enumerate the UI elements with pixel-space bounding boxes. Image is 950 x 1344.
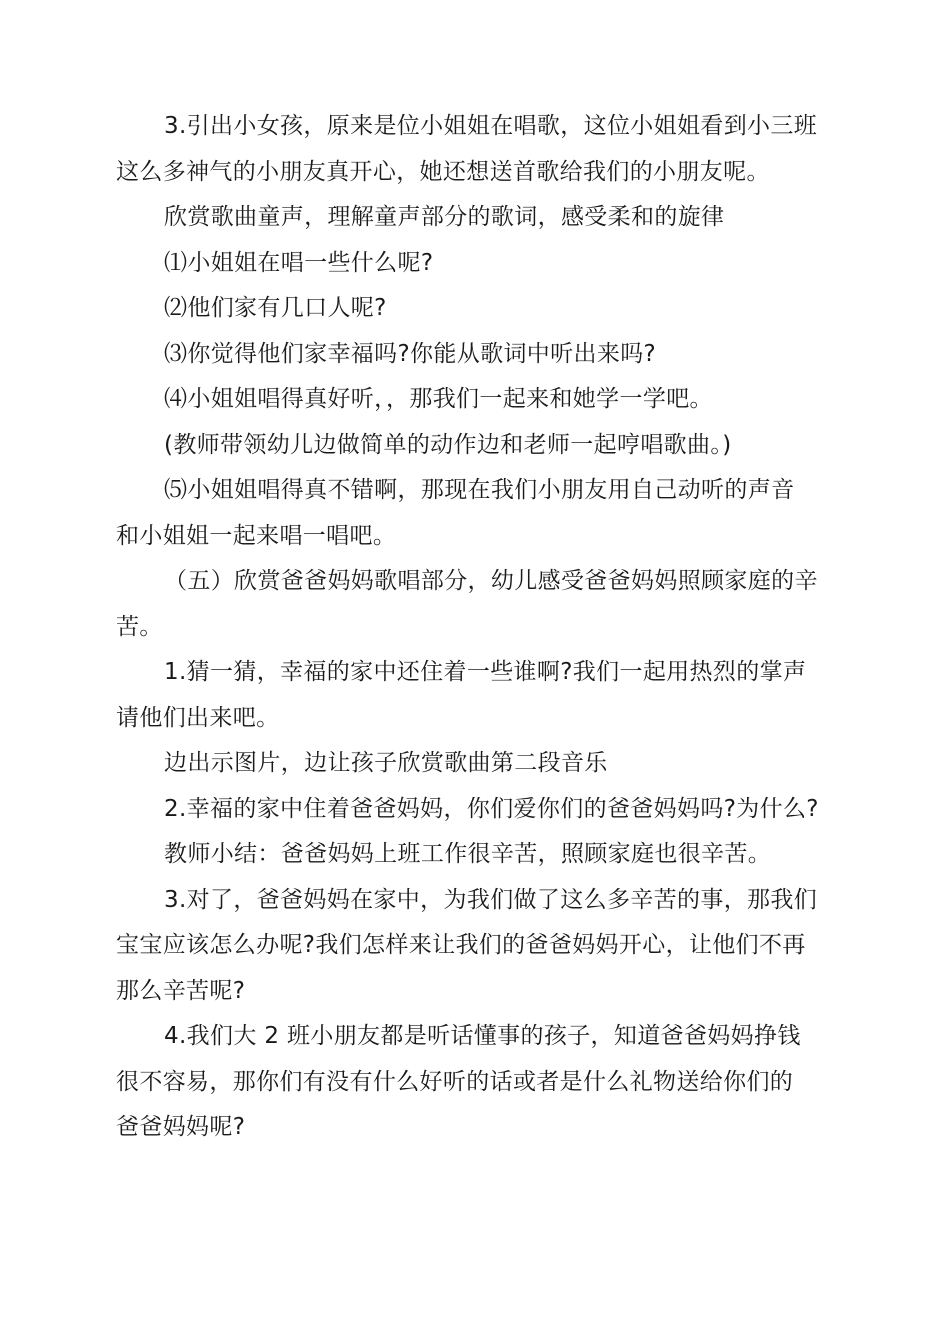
- paragraph: [116, 650, 860, 741]
- paragraph: [116, 377, 860, 423]
- text-line: 3.对了，爸爸妈妈在家中，为我们做了这么多辛苦的事，那我们: [164, 886, 818, 913]
- paragraph: [116, 241, 860, 287]
- paragraph: [116, 332, 860, 378]
- text-line: 欣赏歌曲童声，理解童声部分的歌词，感受柔和的旋律: [164, 204, 725, 230]
- paragraph: [116, 832, 860, 878]
- text-line: 边出示图片，边让孩子欣赏歌曲第二段音乐: [164, 750, 608, 776]
- paragraph: [116, 423, 860, 469]
- text-line: 请他们出来吧。: [116, 704, 280, 731]
- text-line: 4.我们大 2 班小朋友都是听话懂事的孩子，知道爸爸妈妈挣钱: [164, 1023, 801, 1049]
- paragraph: [116, 878, 860, 1015]
- text-line: ⑵他们家有几口人呢?: [164, 295, 387, 321]
- paragraph: [116, 286, 860, 332]
- text-line: 和小姐姐一起来唱一唱吧。: [116, 522, 397, 549]
- paragraph: [116, 104, 860, 195]
- paragraph: [116, 559, 860, 650]
- text-line: 教师小结：爸爸妈妈上班工作很辛苦，照顾家庭也很辛苦。: [164, 841, 772, 867]
- paragraph: [116, 1014, 860, 1151]
- text-line: 苦。: [116, 613, 163, 640]
- text-line: 1.猜一猜，幸福的家中还住着一些谁啊?我们一起用热烈的掌声: [164, 659, 807, 685]
- text-line: 那么辛苦呢?: [116, 977, 246, 1004]
- text-line: 这么多神气的小朋友真开心，她还想送首歌给我们的小朋友呢。: [116, 158, 770, 185]
- text-line: 宝宝应该怎么办呢?我们怎样来让我们的爸爸妈妈开心，让他们不再: [116, 932, 806, 958]
- paragraph: [116, 787, 860, 833]
- text-line: （五）欣赏爸爸妈妈歌唱部分，幼儿感受爸爸妈妈照顾家庭的辛: [164, 568, 818, 594]
- document-body: [116, 104, 860, 1151]
- text-line: 很不容易，那你们有没有什么好听的话或者是什么礼物送给你们的: [116, 1068, 794, 1095]
- paragraph: [116, 741, 860, 787]
- text-line: 2.幸福的家中住着爸爸妈妈，你们爱你们的爸爸妈妈吗?为什么?: [164, 795, 819, 822]
- paragraph: [116, 468, 860, 559]
- text-line: ⑸小姐姐唱得真不错啊，那现在我们小朋友用自己动听的声音: [164, 477, 795, 503]
- text-line: ⑶你觉得他们家幸福吗?你能从歌词中听出来吗?: [164, 340, 657, 367]
- text-line: 3.引出小女孩，原来是位小姐姐在唱歌，这位小姐姐看到小三班: [164, 113, 818, 139]
- text-line: (教师带领幼儿边做简单的动作边和老师一起哼唱歌曲。): [164, 431, 732, 458]
- text-line: ⑷小姐姐唱得真好听，，那我们一起来和她学一学吧。: [164, 386, 713, 412]
- text-line: 爸爸妈妈呢?: [116, 1114, 246, 1140]
- paragraph: [116, 195, 860, 241]
- text-line: ⑴小姐姐在唱一些什么呢?: [164, 249, 434, 276]
